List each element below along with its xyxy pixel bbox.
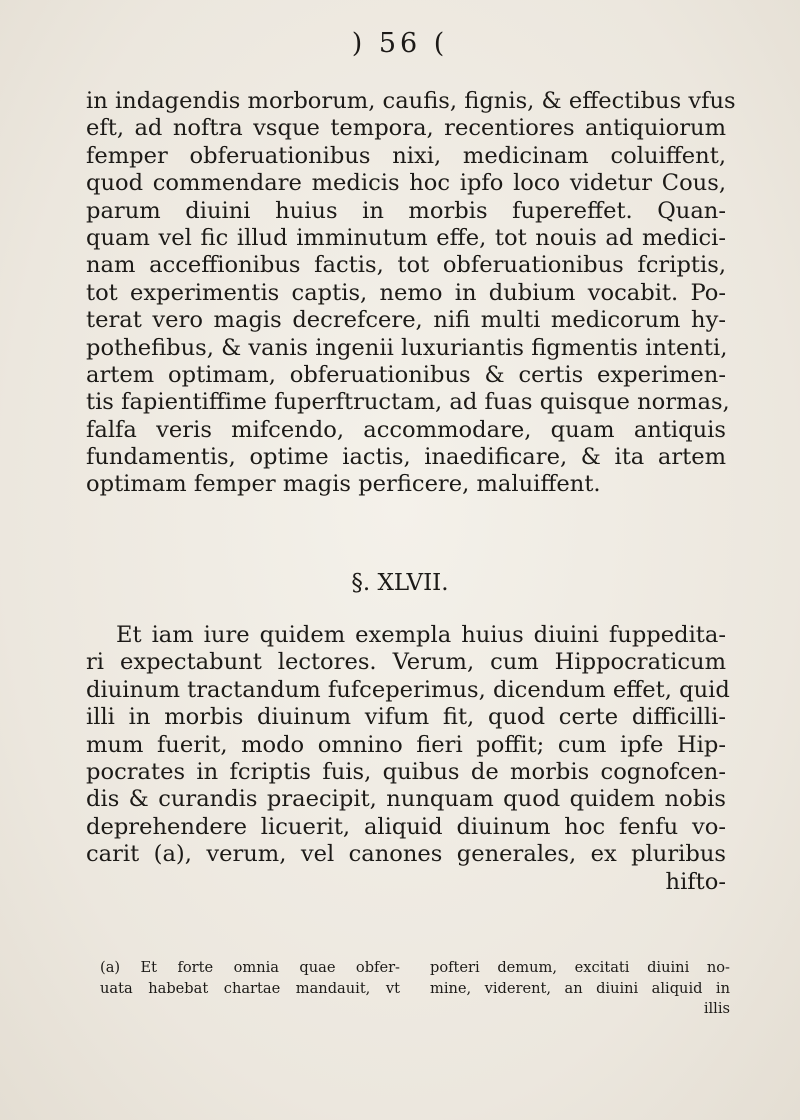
catchword: hifto- [665, 868, 726, 895]
text-line: quam vel fic illud imminutum effe, tot nouis ad medici- [86, 224, 726, 251]
text-line: fundamentis, optime iactis, inaedificare, & ita artem [86, 444, 726, 471]
text-line: femper obferuationibus nixi, medicinam coluiffent, [86, 142, 726, 169]
section-heading: §. XLVII. [351, 570, 449, 596]
text-line: optimam femper magis perficere, maluiffent. [86, 471, 601, 498]
footnote-line: (a) Et forte omnia quae obfer- [100, 959, 400, 976]
footnote-column-left [100, 958, 400, 1020]
text-line: ri expectabunt lectores. Verum, cum Hippocraticum [86, 649, 726, 676]
text-line: diuinum tractandum fufceperimus, dicendum effet, quid [86, 676, 730, 703]
footnotes [100, 958, 730, 1020]
footnote-line: mine, viderent, an diuini aliquid in [430, 979, 730, 997]
text-line: illi in morbis diuinum vifum fit, quod certe difficilli- [86, 704, 726, 731]
text-line: eft, ad noftra vsque tempora, recentiores antiquiorum [86, 115, 726, 142]
footnote-line: pofteri demum, excitati diuini no- [430, 959, 730, 976]
text-line: nam acceffionibus factis, tot obferuationibus fcriptis, [86, 252, 726, 279]
text-line: carit (a), verum, vel canones generales, ex pluribus [86, 841, 726, 868]
text-line: tis fapientiffime fuperftructam, ad fuas quisque normas, [86, 389, 730, 416]
text-line: artem optimam, obferuationibus & certis experimen- [86, 361, 726, 388]
text-line: tot experimentis captis, nemo in dubium vocabit. Po- [86, 279, 726, 306]
paragraph-1 [86, 88, 736, 499]
text-line: parum diuini huius in morbis fupereffet. Quan- [86, 197, 726, 224]
text-line: falfa veris mifcendo, accommodare, quam antiquis [86, 416, 726, 443]
text-line: Et iam iure quidem exempla huius diuini fuppedita- [116, 622, 726, 648]
text-line: in indagendis morborum, caufis, fignis, & effectibus vfus [86, 88, 736, 114]
paragraph-2 [86, 622, 730, 896]
text-line: pocrates in fcriptis fuis, quibus de morbis cognofcen- [86, 758, 726, 785]
text-line: terat vero magis decrefcere, nifi multi medicorum hy- [86, 307, 726, 334]
footnote-column-right [430, 958, 730, 1020]
text-line: mum fuerit, modo omnino fieri poffit; cum ipfe Hip- [86, 731, 726, 758]
footnote-line: illis [703, 1000, 730, 1017]
text-line: quod commendare medicis hoc ipfo loco videtur Cous, [86, 170, 726, 197]
running-head-page-number: ) 56 ( [351, 28, 449, 59]
footnote-line: uata habebat chartae mandauit, vt [100, 979, 400, 997]
text-line: pothefibus, & vanis ingenii luxuriantis figmentis intenti, [86, 334, 728, 361]
text-line: deprehendere licuerit, aliquid diuinum hoc fenfu vo- [86, 813, 726, 840]
text-line: dis & curandis praecipit, nunquam quod quidem nobis [86, 786, 726, 813]
